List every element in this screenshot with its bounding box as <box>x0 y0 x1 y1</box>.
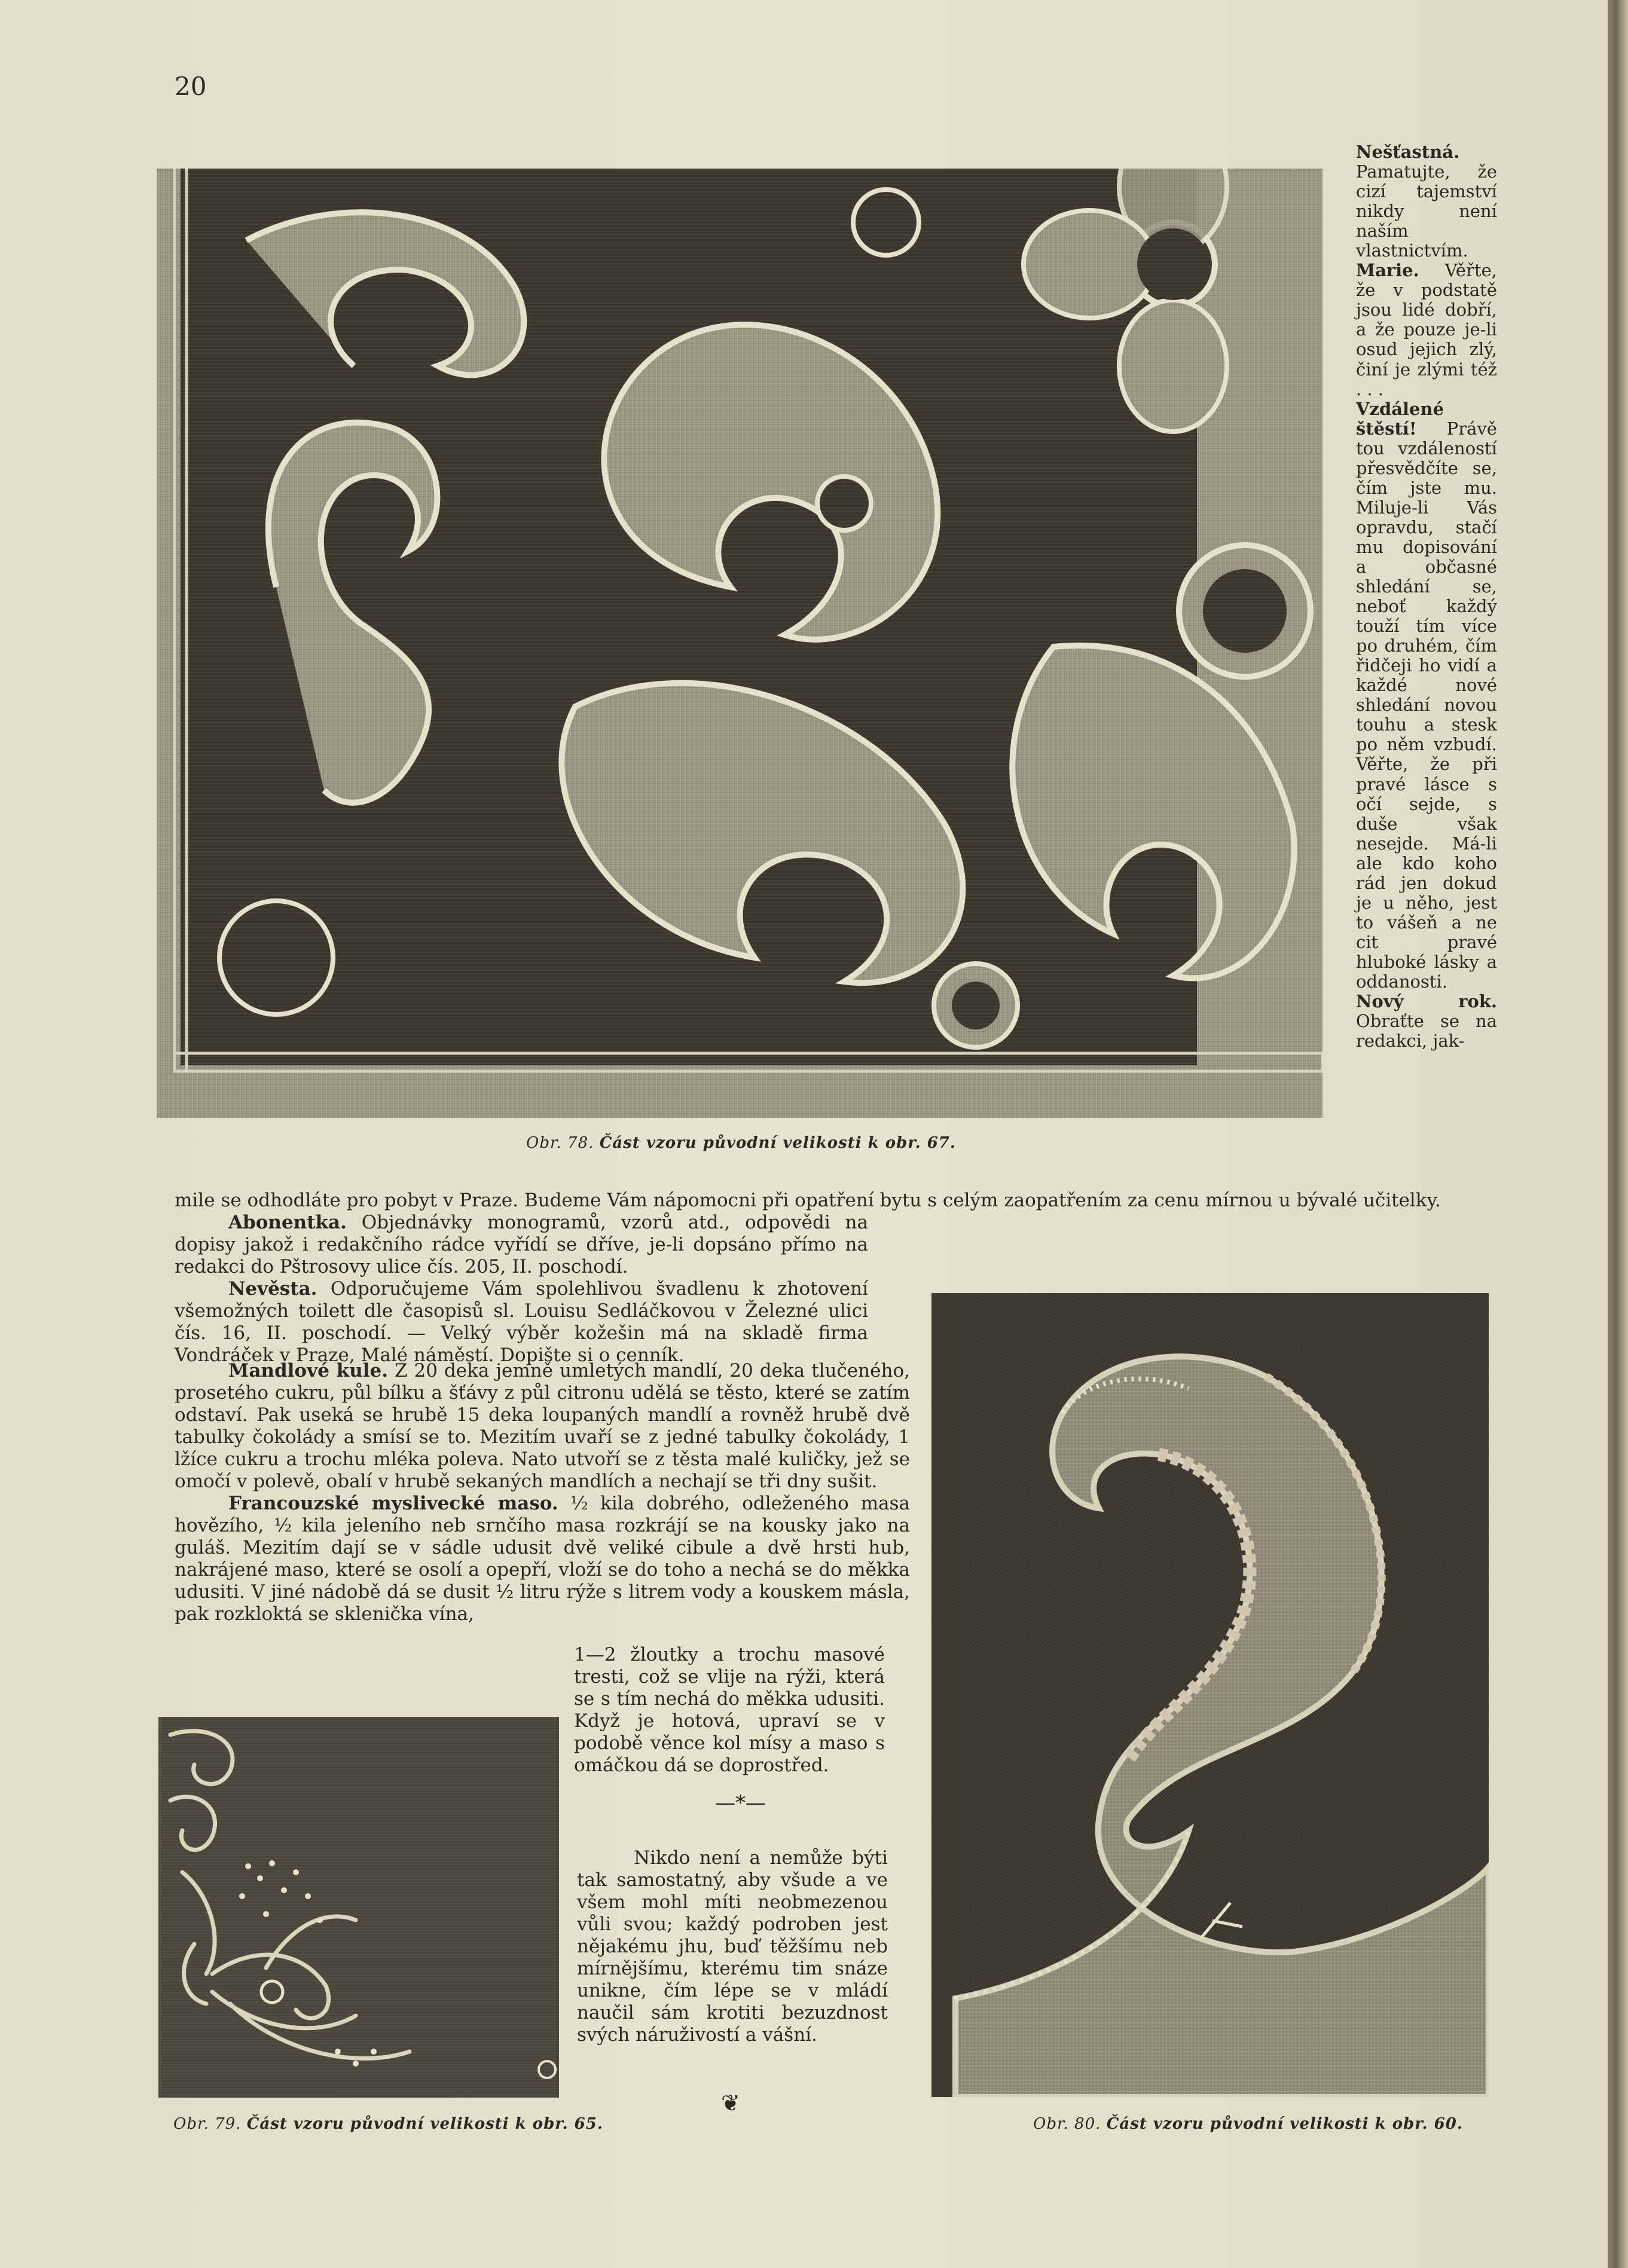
caption-79-prefix: Obr. 79. <box>173 2115 242 2133</box>
paragraph-maso-text: ½ kila dobrého, odleženého masa hovězího, ½ kila jeleního neb srnčího masa rozkrájí se na kousky jako na guláš. Mezitím dají se v sádle udusit dvě veliké cibule a dvě hrsti hub, nakrájené maso, které se osolí a opepří, vloží se do toho a nechá se do měkka udusiti. V jiné nádobě dá se dusit ½ litru rýže s litrem vody a kouskem másla, pak rozkloktá se sklenička vína, <box>175 1493 910 1625</box>
side-entry-2 <box>1356 261 1497 399</box>
continuation-paragraph: 1—2 žloutky a trochu masové tresti, což se vlije na rýži, která se s tím nechá do měkka udusiti. Když je hotová, upraví se v podobě věnce kol mísy a maso s omáčkou dá se doprostřed. <box>574 1644 885 1776</box>
caption-80-prefix: Obr. 80. <box>1033 2115 1101 2133</box>
side-column <box>1356 142 1497 1051</box>
full-width-line: mile se odhodláte pro pobyt v Praze. Budeme Vám nápomocni při opatření bytu s celým zaopatřením za cenu mírnou u bývalé učitelky. <box>175 1190 1441 1211</box>
closing-paragraph: Nikdo není a nemůže býti tak samostatný, aby všude a ve všem mohl míti neobmezenou vůli svou; každý podroben jest nějakému jhu, buď těžšímu neb mírnějšímu, kterému tim snáze unikne, čím lépe se v mládí naučil sám krotiti bezuzdnost svých náruživostí a vášní. <box>577 1847 888 2046</box>
side-entry-4 <box>1356 992 1497 1051</box>
embroidery-pattern-79 <box>158 1717 559 2098</box>
end-ornament: ❦ <box>721 2090 740 2116</box>
embroidery-pattern-80 <box>931 1293 1489 2097</box>
embroidery-pattern-78 <box>157 169 1322 1118</box>
paragraph-abonentka-text: Objednávky monogramů, vzorů atd., odpovědi na dopisy jakož i redakčního rádce vyřídí se dříve, je-li dopsáno přímo na redakci do Pštrosovy ulice čís. 205, II. poschodí. <box>175 1212 868 1277</box>
caption-80 <box>1033 2115 1463 2133</box>
paragraph-mandlove-head: Mandlové kule. <box>228 1360 389 1381</box>
binding-edge <box>1608 0 1628 2268</box>
paragraph-abonentka <box>175 1212 868 1278</box>
figure-79-embroidery <box>158 1717 559 2098</box>
side-entry-2-text: Věřte, že v podstatě jsou lidé dobří, a že pouze je-li osud jejich zlý, činí je zlými též . . . <box>1356 260 1497 399</box>
side-entry-2-head: Marie. <box>1356 260 1419 281</box>
paragraph-mandlove <box>175 1360 910 1493</box>
paragraph-nevesta-text: Odporučujeme Vám spolehlivou švadlenu k zhotovení všemožných toilett dle časopisů sl. Louisu Sedláčkovou v Železné ulici čís. 16, II. poschodí. — Velký výběr kožešin má na skladě firma Vondráček v Praze, Malé náměstí. Dopište si o cenník. <box>175 1278 868 1366</box>
main-text <box>175 1212 868 1367</box>
side-entry-4-head: Nový rok. <box>1356 991 1497 1012</box>
page-number: 20 <box>175 72 207 101</box>
side-entry-1-head: Nešťastná. <box>1356 142 1460 162</box>
closing-text <box>577 1847 888 2046</box>
side-entry-3-text: Právě tou vzdáleností přesvědčíte se, čím jste mu. Miluje-li Vás opravdu, stačí mu dopisování a občasné shledání se, neboť každý touží tím více po druhém, čím řidčeji ho vidí a každé nové shledání novou touhu a stesk po něm vzbudí. Věřte, že při pravé lásce s očí sejde, s duše však nesejde. Má-li ale kdo koho rád jen dokud je u něho, jest to vášeň a ne cit pravé hluboké lásky a oddanosti. <box>1356 418 1497 992</box>
paragraph-maso-head: Francouzské myslivecké maso. <box>228 1493 558 1514</box>
caption-79-text: Část vzoru původní velikosti k obr. 65. <box>246 2115 603 2133</box>
separator: —*— <box>715 1791 766 1815</box>
paragraph-nevesta-head: Nevěsta. <box>228 1278 317 1300</box>
figure-80-embroidery <box>931 1293 1489 2097</box>
paragraph-maso <box>175 1493 910 1625</box>
caption-79 <box>173 2115 603 2133</box>
side-entry-1-text: Pamatujte, že cizí tajemství nikdy není naším vlastnictvím. <box>1356 161 1497 261</box>
caption-78-text: Část vzoru původní velikosti k obr. 67. <box>599 1134 956 1152</box>
paragraph-nevesta <box>175 1278 868 1367</box>
side-entry-3-head: Vzdálené štěstí! <box>1356 398 1444 439</box>
paragraph-mandlove-text: Z 20 deka jemně umletých mandlí, 20 deka tlučeného, prosetého cukru, půl bílku a šťávy z půl citronu udělá se těsto, které se zatím odstaví. Pak useká se hrubě 15 deka loupaných mandlí a rovněž hrubě dvě tabulky čokolády a smísí se to. Mezitím uvaří se z jedné tabulky čokolády, 1 lžíce cukru a trochu mléka poleva. Nato utvoří se z těsta malé kuličky, jež se omočí v polevě, obalí v hrubě sekaných mandlích a nechají se tři dny sušit. <box>175 1360 910 1492</box>
caption-78-prefix: Obr. 78. <box>526 1134 594 1152</box>
main-text-2 <box>175 1360 910 1625</box>
caption-78 <box>526 1134 956 1152</box>
caption-80-text: Část vzoru původní velikosti k obr. 60. <box>1106 2115 1463 2133</box>
figure-78-embroidery <box>157 169 1322 1118</box>
side-entry-3 <box>1356 399 1497 992</box>
side-entry-4-text: Obraťte se na redakci, jak- <box>1356 1011 1497 1052</box>
side-entry-1 <box>1356 142 1497 261</box>
paragraph-abonentka-head: Abonentka. <box>228 1212 347 1233</box>
continuation-text <box>574 1644 885 1777</box>
